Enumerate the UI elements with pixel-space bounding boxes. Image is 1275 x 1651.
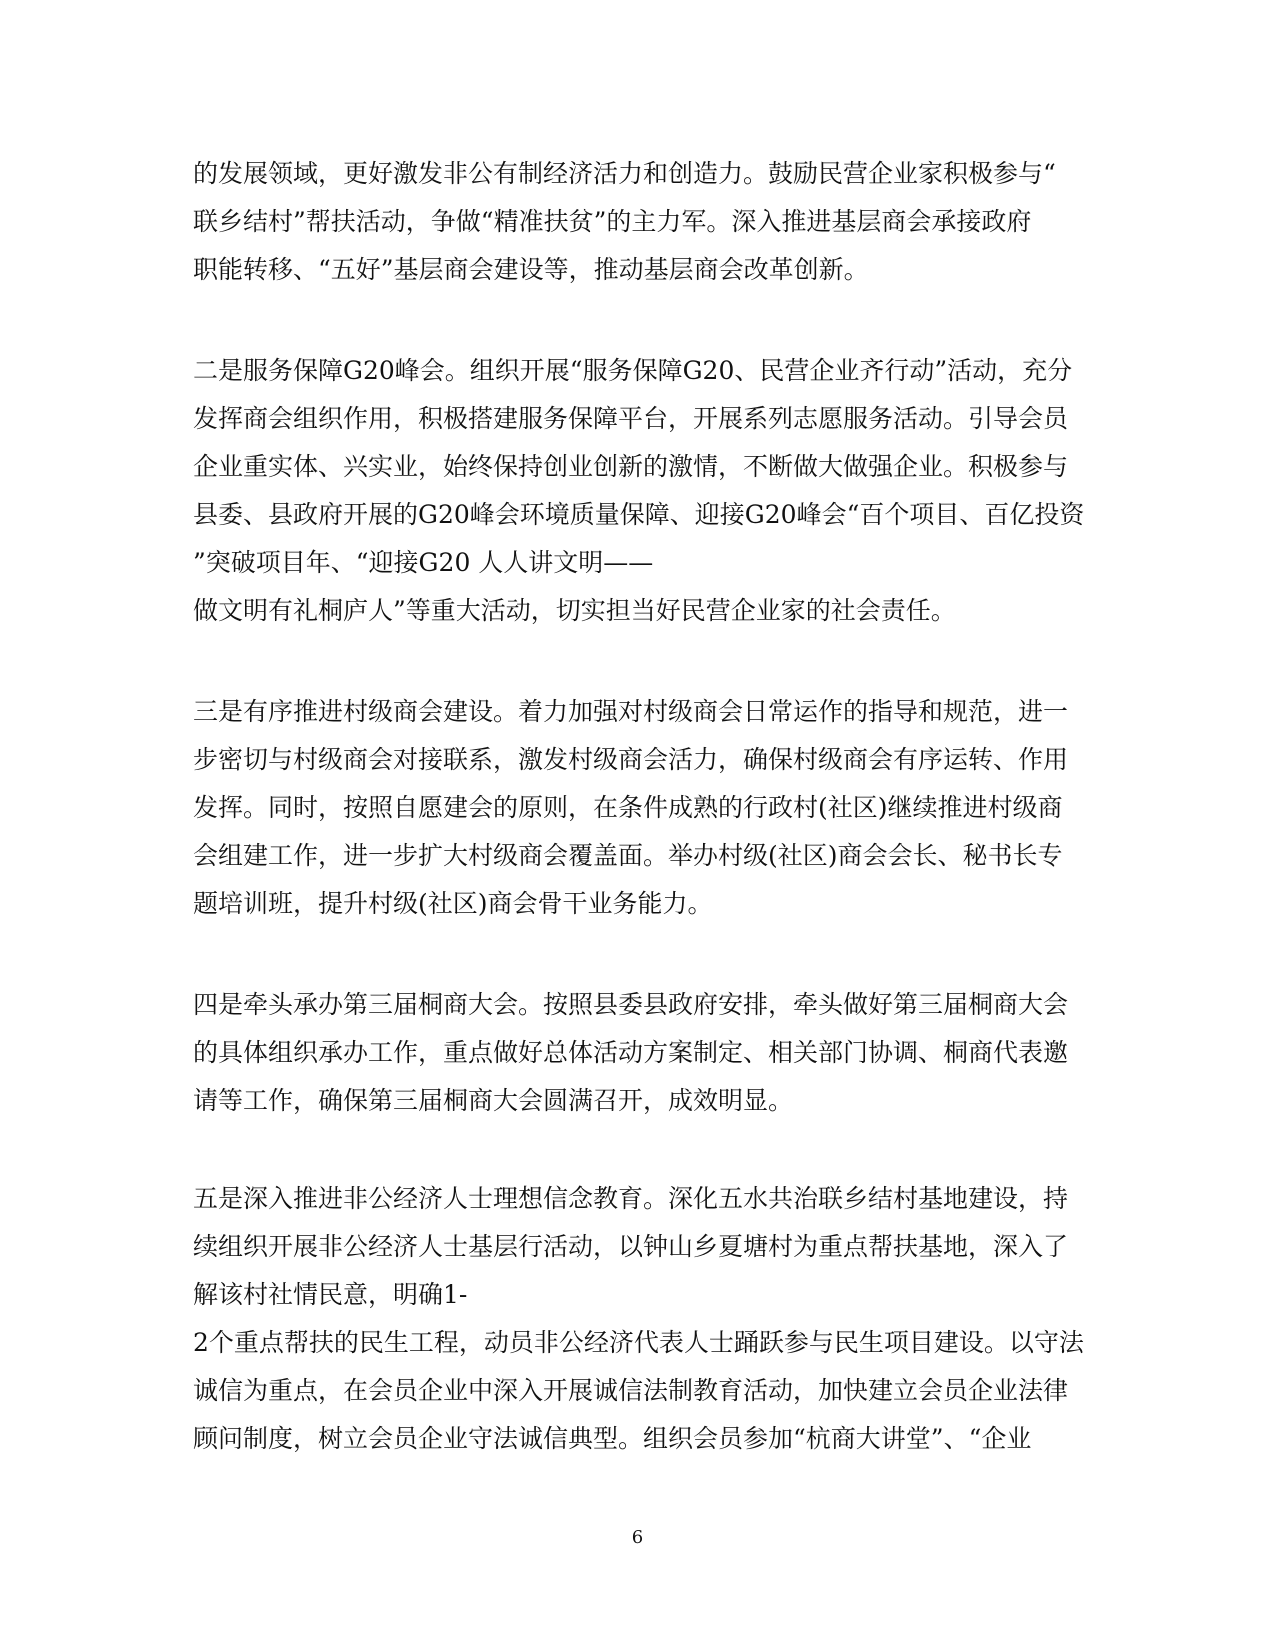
text-line: 职能转移、“五好”基层商会建设等，推动基层商会改革创新。 [193,255,869,284]
paragraph-2 [193,347,1083,635]
text-line: 发挥商会组织作用，积极搭建服务保障平台，开展系列志愿服务活动。引导会员 [193,404,1069,433]
text-line: 诚信为重点，在会员企业中深入开展诚信法制教育活动，加快建立会员企业法律 [193,1376,1069,1405]
text-line: 二是服务保障G20峰会。组织开展“服务保障G20、民营企业齐行动”活动，充分 [193,356,1073,385]
text-line: 请等工作，确保第三届桐商大会圆满召开，成效明显。 [193,1086,794,1115]
text-line: 步密切与村级商会对接联系，激发村级商会活力，确保村级商会有序运转、作用 [193,745,1069,774]
text-line: 题培训班，提升村级(社区)商会骨干业务能力。 [193,889,713,918]
text-line: 顾问制度，树立会员企业守法诚信典型。组织会员参加“杭商大讲堂”、“企业 [193,1424,1032,1453]
text-line: 2个重点帮扶的民生工程，动员非公经济代表人士踊跃参与民生项目建设。以守法 [193,1328,1084,1357]
paragraph-1 [193,150,1083,294]
text-line: 三是有序推进村级商会建设。着力加强对村级商会日常运作的指导和规范，进一 [193,697,1069,726]
paragraph-5 [193,1175,1083,1463]
text-line: 做文明有礼桐庐人”等重大活动，切实担当好民营企业家的社会责任。 [193,596,956,625]
text-line: 四是牵头承办第三届桐商大会。按照县委县政府安排，牵头做好第三届桐商大会 [193,990,1069,1019]
text-line: 续组织开展非公经济人士基层行活动，以钟山乡夏塘村为重点帮扶基地，深入了 [193,1232,1069,1261]
text-line: 发挥。同时，按照自愿建会的原则，在条件成熟的行政村(社区)继续推进村级商 [193,793,1063,822]
text-line: 企业重实体、兴实业，始终保持创业创新的激情，不断做大做强企业。积极参与 [193,452,1069,481]
text-line: 联乡结村”帮扶活动，争做“精准扶贫”的主力军。深入推进基层商会承接政府 [193,207,1032,236]
paragraph-3 [193,688,1083,928]
page-number: 6 [631,1527,644,1548]
paragraph-4 [193,981,1083,1125]
text-line: ”突破项目年、“迎接G20 人人讲文明—— [193,548,654,577]
text-line: 五是深入推进非公经济人士理想信念教育。深化五水共治联乡结村基地建设，持 [193,1184,1069,1213]
text-line: 解该村社情民意，明确1- [193,1280,468,1309]
text-line: 会组建工作，进一步扩大村级商会覆盖面。举办村级(社区)商会会长、秘书长专 [193,841,1063,870]
text-line: 的具体组织承办工作，重点做好总体活动方案制定、相关部门协调、桐商代表邀 [193,1038,1069,1067]
text-line: 县委、县政府开展的G20峰会环境质量保障、迎接G20峰会“百个项目、百亿投资 [193,500,1085,529]
text-line: 的发展领域，更好激发非公有制经济活力和创造力。鼓励民营企业家积极参与“ [193,159,1056,188]
